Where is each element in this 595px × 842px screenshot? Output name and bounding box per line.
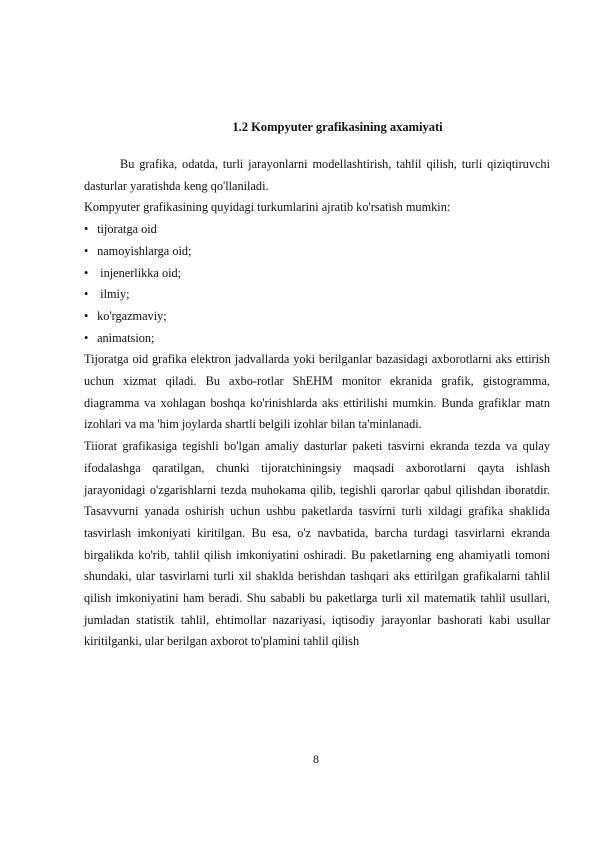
list-item-text: tijoratga oid <box>94 222 157 237</box>
list-item <box>84 241 550 263</box>
body-text <box>84 154 550 653</box>
paragraph-categories-lead: Kompyuter grafikasining quyidagi turkumlarini ajratib ko'rsatish mumkin: <box>84 200 451 215</box>
list-item <box>84 219 550 241</box>
bullet-icon: • <box>84 330 89 345</box>
list-item-text: ilmiy; <box>94 287 130 302</box>
paragraph-business-graphics: Tijoratga oid grafika elektron jadvallarda yoki berilganlar bazasidagi axborotlarni aks ettirish uchun xizmat qiladi. Bu axbo-rotlar ShEHM monitor ekranida grafik, gistogramma, diagramma va xohlagan boshqa ko'rinishlarda aks ettirilishi mumkin. Bunda grafiklar matn izohlari va ma 'him joylarda shartli belgili izohlar bilan ta'minlanadi. <box>84 352 550 432</box>
list-item-text: animatsion; <box>94 330 155 345</box>
bullet-icon: • <box>84 308 89 323</box>
list-item <box>84 328 550 350</box>
list-item-text: injenerlikka oid; <box>94 265 182 280</box>
page-number: 8 <box>313 752 319 766</box>
bullet-icon: • <box>84 265 89 280</box>
list-item <box>84 284 550 306</box>
paragraph-intro: Bu grafika, odatda, turli jarayonlarni modellashtirish, tahlil qilish, turli qiziqtiruvchi dasturlar yaratishda keng qo'llaniladi. <box>84 157 550 193</box>
paragraph-software-packages: Tiiorat grafikasiga tegishli bo'lgan amaliy dasturlar paketi tasvirni ekranda tezda va qulay ifodalashga qaratilgan, chunki tijoratchiningsiy maqsadi axborotlarni qayta ishlash jarayonidagi o'zgarishlarni tezda muhokama qilib, tegishli qarorlar qabul qilishdan iboratdir. Tasavvurni yanada oshirish uchun ushbu paketlarda tasvirni turli xildagi grafika shaklida tasvirlash imkoniyati kiritilgan. Bu esa, o'z navbatida, barcha turdagi tasvirlarni ekranda birgalikda ko'rib, tahlil qilish imkoniyatini oshiradi. Bu paketlarning eng ahamiyatli tomoni shundaki, ular tasvirlarni turli xil shaklda berishdan tashqari aks ettirilgan grafikalarni tahlil qilish imkoniyatini ham beradi. Shu sababli bu paketlarga turli xil matematik tahlil usullari, jumladan statistik tahlil, ehtimollar nazariyasi, iqtisodiy jarayonlar bashorati kabi usullar kiritilganki, ular berilgan axborot to'plamini tahlil qilish <box>84 439 550 649</box>
bullet-icon: • <box>84 222 89 237</box>
list-item <box>84 306 550 328</box>
bullet-icon: • <box>84 243 89 258</box>
bullet-icon: • <box>84 287 89 302</box>
list-item <box>84 263 550 285</box>
list-item-text: ko'rgazmaviy; <box>94 308 167 323</box>
category-list <box>84 219 550 349</box>
section-title: 1.2 Kompyuter grafikasining axamiyati <box>232 120 443 134</box>
list-item-text: namoyishlarga oid; <box>94 243 192 258</box>
